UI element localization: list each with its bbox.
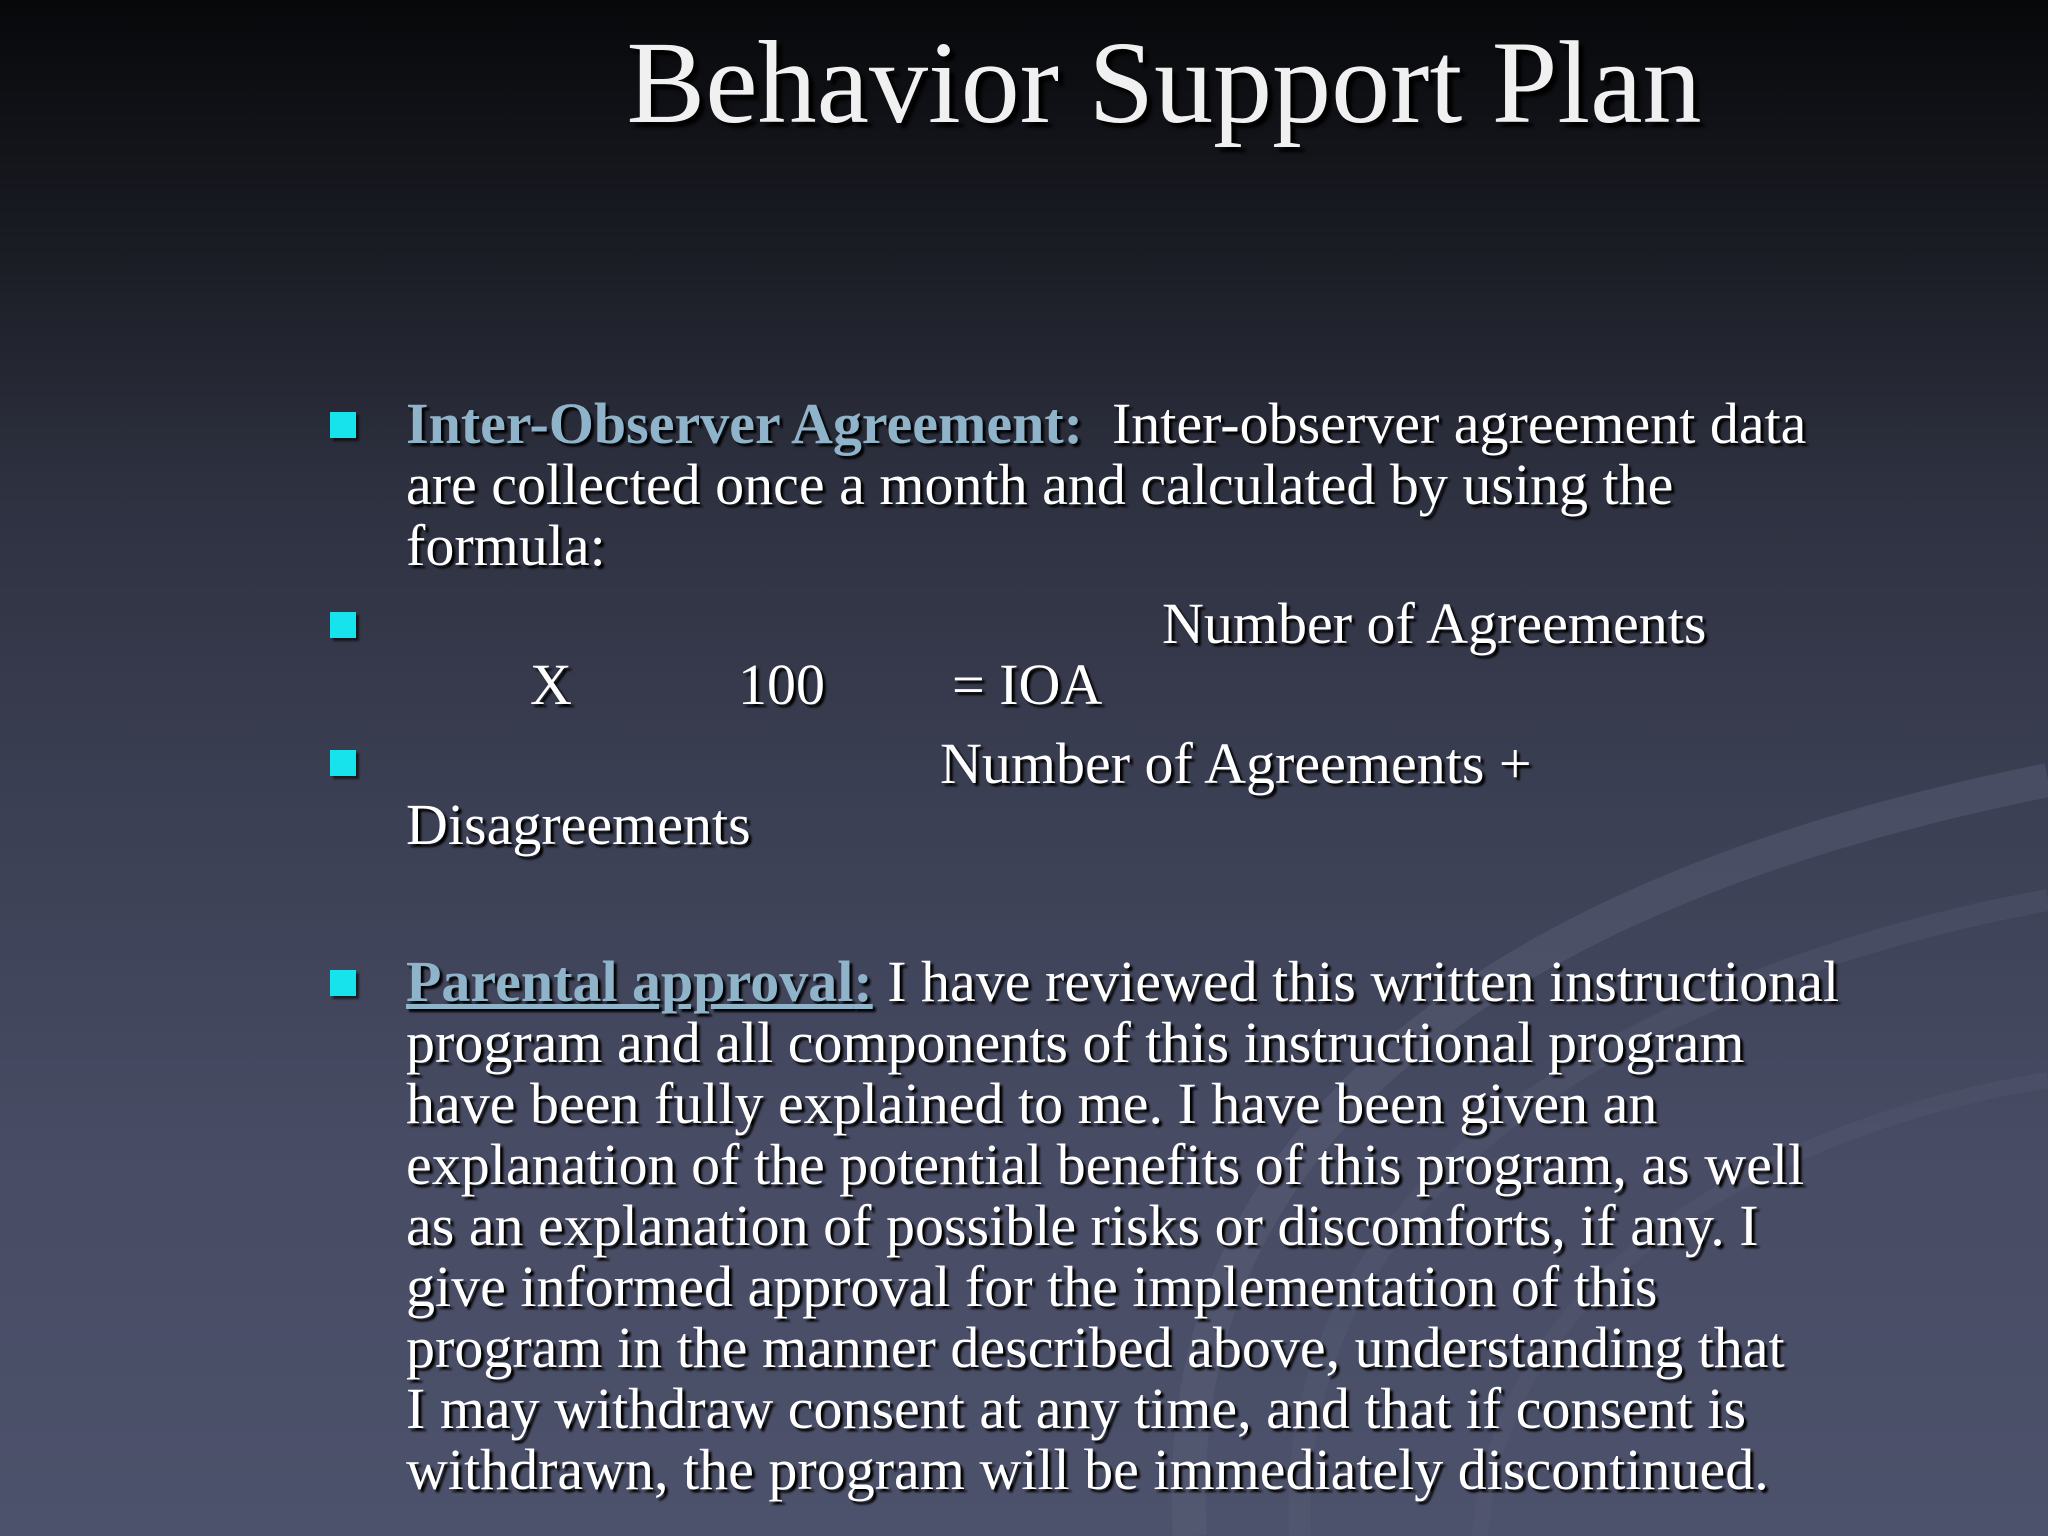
formula-equals: = IOA xyxy=(952,652,1103,717)
bullet-square-icon xyxy=(330,612,356,638)
parental-text-line: I have reviewed this written instructional xyxy=(887,949,1840,1014)
formula-denominator-cont: Disagreements xyxy=(406,792,751,857)
parental-text-line: I may withdraw consent at any time, and that if consent is xyxy=(406,1376,1747,1441)
parental-text-line: withdrawn, the program will be immediately discontinued. xyxy=(406,1437,1769,1502)
parental-text-line: give informed approval for the implementation of this xyxy=(406,1254,1658,1319)
ioa-text-line: Inter-observer agreement data xyxy=(1111,391,1807,456)
parental-line-1 xyxy=(406,951,2026,1012)
formula-times: X xyxy=(530,652,572,717)
parental-text-line: as an explanation of possible risks or discomforts, if any. I xyxy=(406,1193,1759,1258)
parental-heading-colon: : xyxy=(853,949,873,1014)
formula-denominator: Number of Agreements + xyxy=(940,731,1532,796)
ioa-paragraph xyxy=(406,393,2026,576)
ioa-heading: Inter-Observer Agreement xyxy=(406,391,1064,456)
ioa-line-1 xyxy=(406,393,2026,454)
parental-heading: Parental approval xyxy=(406,949,854,1014)
parental-text-line: explanation of the potential benefits of this program, as well xyxy=(406,1132,1805,1197)
bullet-square-icon xyxy=(330,412,356,438)
ioa-heading-colon: : xyxy=(1063,391,1083,456)
bullet-square-icon xyxy=(330,970,356,996)
formula-numerator: Number of Agreements xyxy=(1162,591,1707,656)
parental-paragraph xyxy=(406,951,2026,1500)
ioa-text-line: are collected once a month and calculated by using the xyxy=(406,452,1674,517)
slide-title: Behavior Support Plan xyxy=(626,17,1702,148)
parental-text-line: have been fully explained to me. I have been given an xyxy=(406,1071,1658,1136)
formula-hundred: 100 xyxy=(738,652,825,717)
bullet-square-icon xyxy=(330,750,356,776)
parental-text-line: program in the manner described above, understanding that xyxy=(406,1315,1785,1380)
ioa-text-line: formula: xyxy=(406,513,606,578)
parental-text-line: program and all components of this instructional program xyxy=(406,1010,1745,1075)
